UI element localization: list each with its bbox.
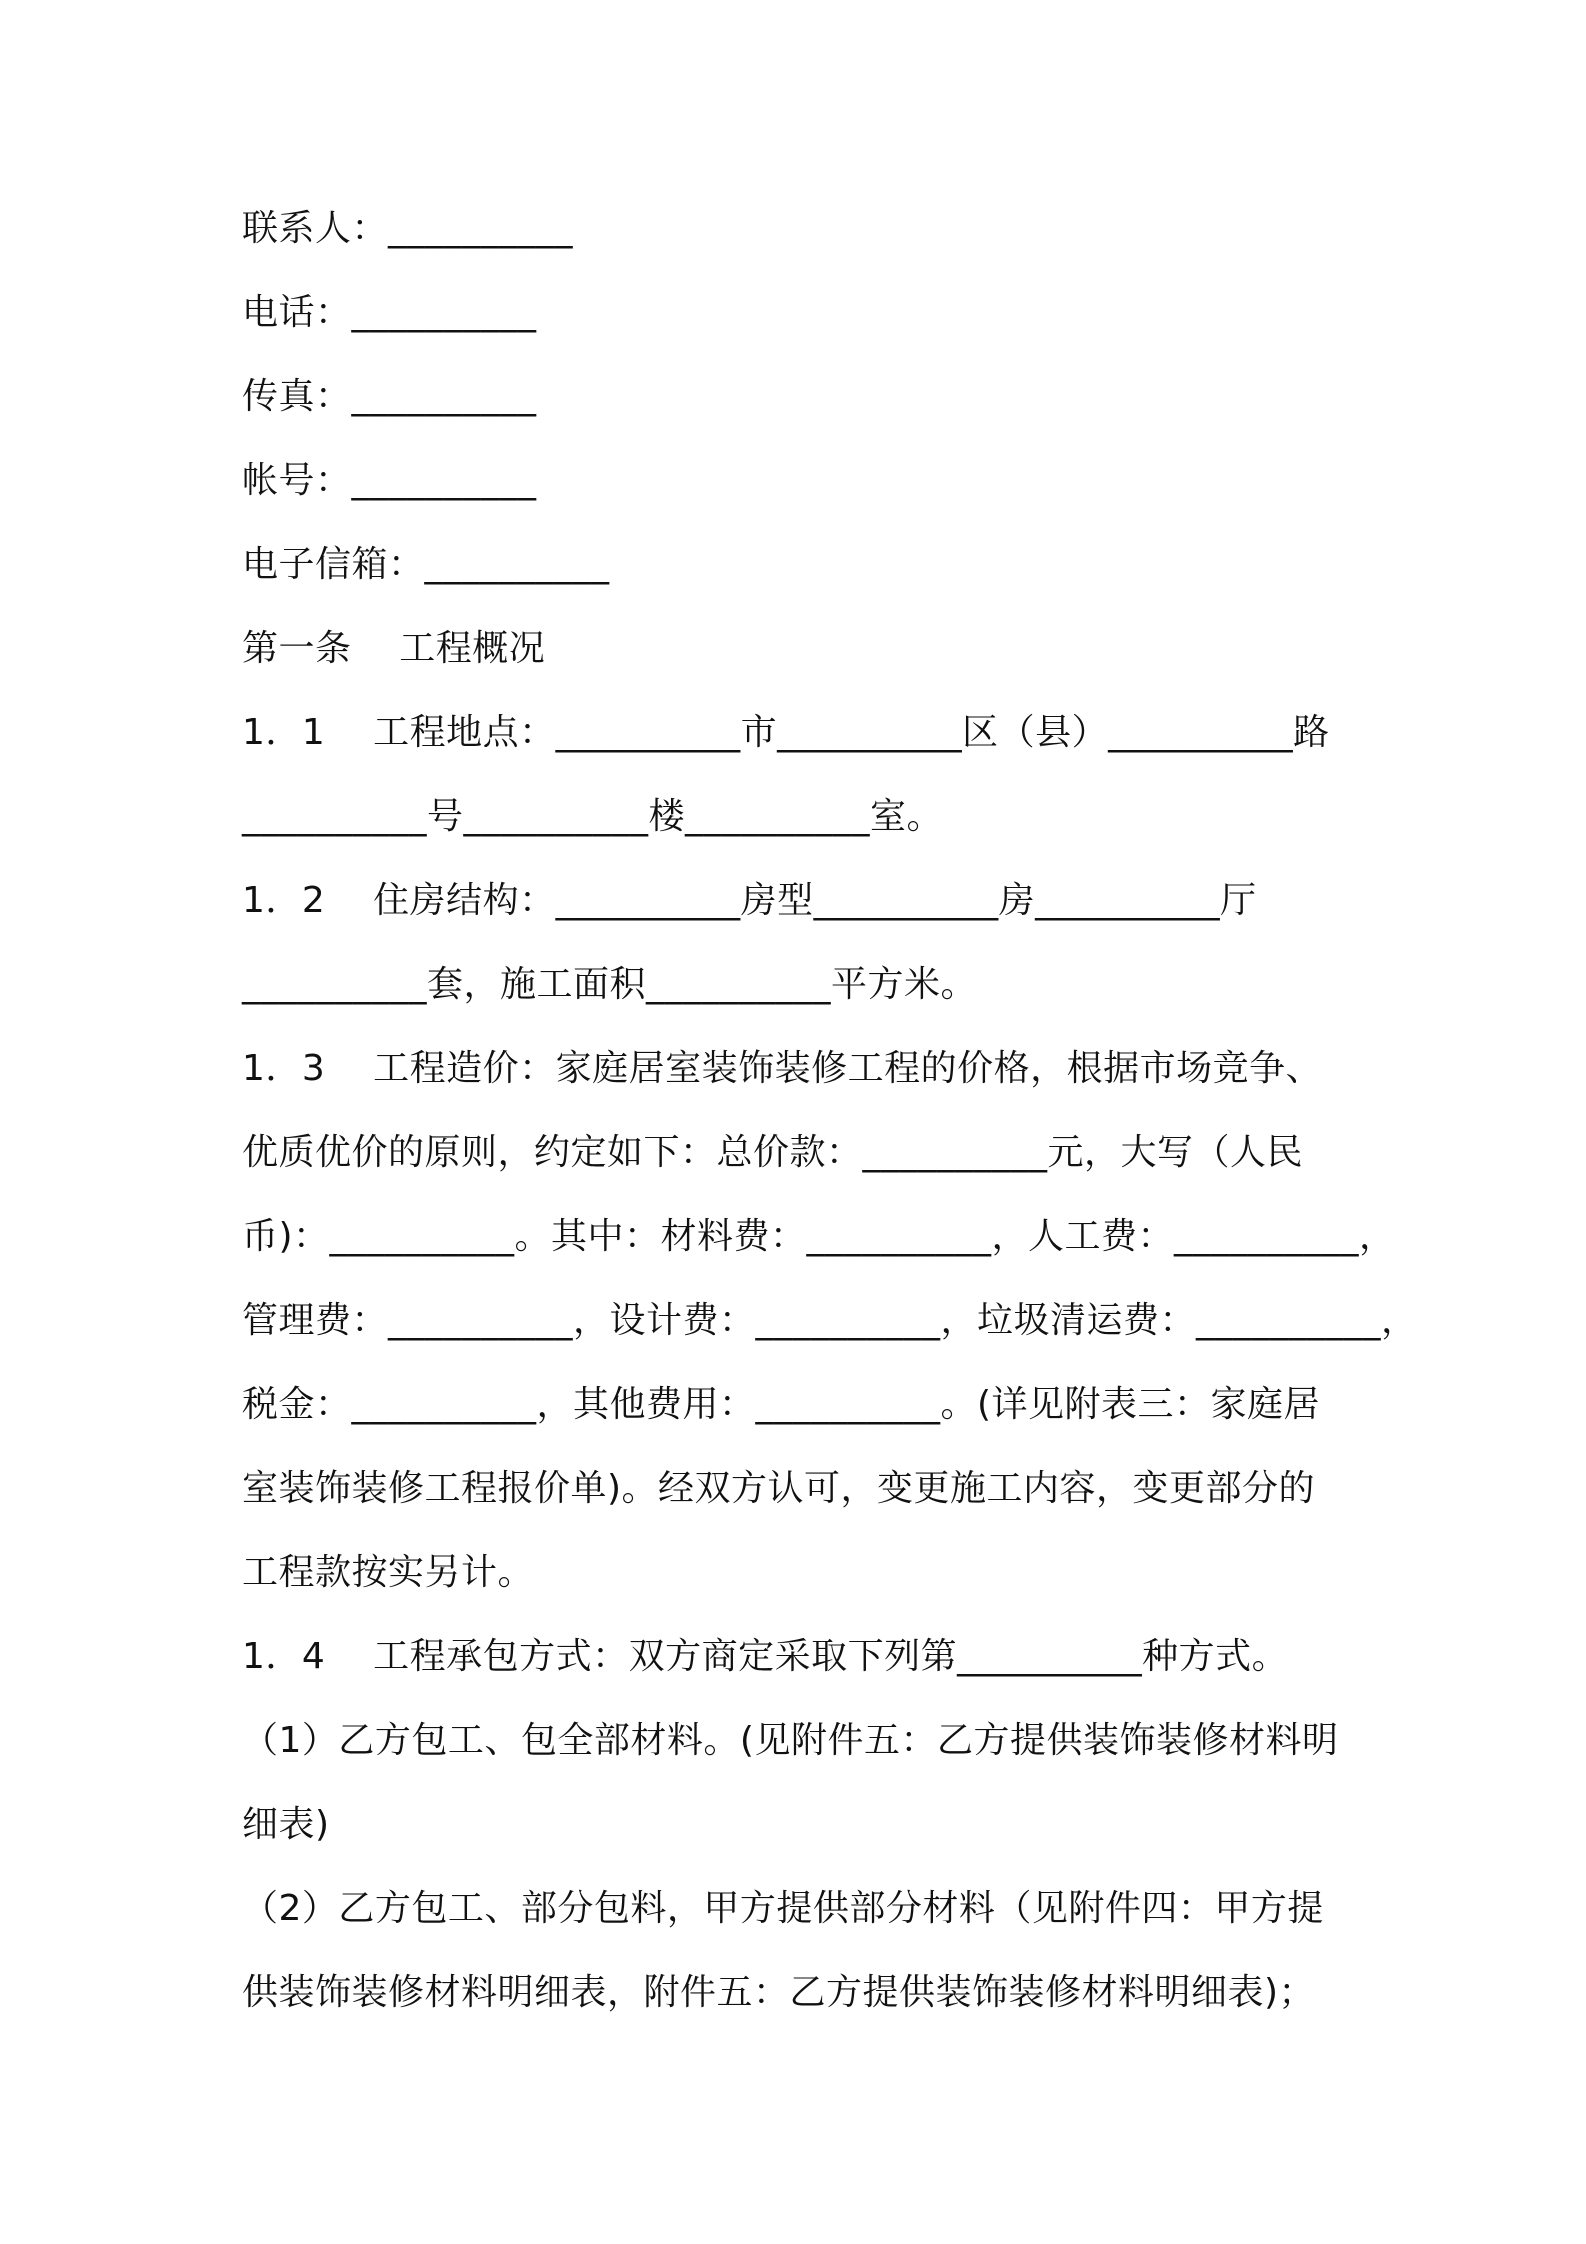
clause-1-3-line-7: 工程款按实另计。: [242, 1552, 535, 1593]
option-2-line-1: （2）乙方包工、部分包料，甲方提供部分材料（见附件四：甲方提: [242, 1888, 1324, 1929]
clause-1-3-line-4: 管理费：__________，设计费：__________，垃圾清运费：__________，: [242, 1300, 1418, 1341]
clause-1-2-line-2: __________套，施工面积__________平方米。: [242, 964, 978, 1005]
account-field: 帐号：__________: [242, 460, 537, 501]
email-field: 电子信箱：__________: [242, 544, 610, 585]
clause-1-2-line-1: 1．2 住房结构：__________房型__________房__________厅: [242, 880, 1257, 921]
clause-1-1-line-1: 1．1 工程地点：__________市__________区（县）__________路: [242, 712, 1330, 753]
article-heading: 第一条 工程概况: [242, 628, 546, 669]
clause-1-3-line-2: 优质优价的原则，约定如下：总价款：__________元，大写（人民: [242, 1132, 1304, 1173]
fax-field: 传真：__________: [242, 376, 537, 417]
option-2-line-2: 供装饰装修材料明细表，附件五：乙方提供装饰装修材料明细表)；: [242, 1972, 1316, 2013]
clause-1-3-line-1: 1．3 工程造价：家庭居室装饰装修工程的价格，根据市场竞争、: [242, 1048, 1323, 1089]
phone-field: 电话：__________: [242, 292, 537, 333]
clause-1-3-line-6: 室装饰装修工程报价单)。经双方认可，变更施工内容，变更部分的: [242, 1468, 1316, 1509]
clause-1-1-line-2: __________号__________楼__________室。: [242, 796, 943, 837]
clause-1-4-line-1: 1．4 工程承包方式：双方商定采取下列第__________种方式。: [242, 1636, 1289, 1677]
contact-person-field: 联系人：__________: [242, 208, 574, 249]
clause-1-3-line-3: 币)：__________。其中：材料费：__________，人工费：__________，: [242, 1216, 1396, 1257]
option-1-line-2: 细表): [242, 1804, 330, 1845]
option-1-line-1: （1）乙方包工、包全部材料。(见附件五：乙方提供装饰装修材料明: [242, 1720, 1339, 1761]
clause-1-3-line-5: 税金：__________，其他费用：__________。(详见附表三：家庭居: [242, 1384, 1321, 1425]
